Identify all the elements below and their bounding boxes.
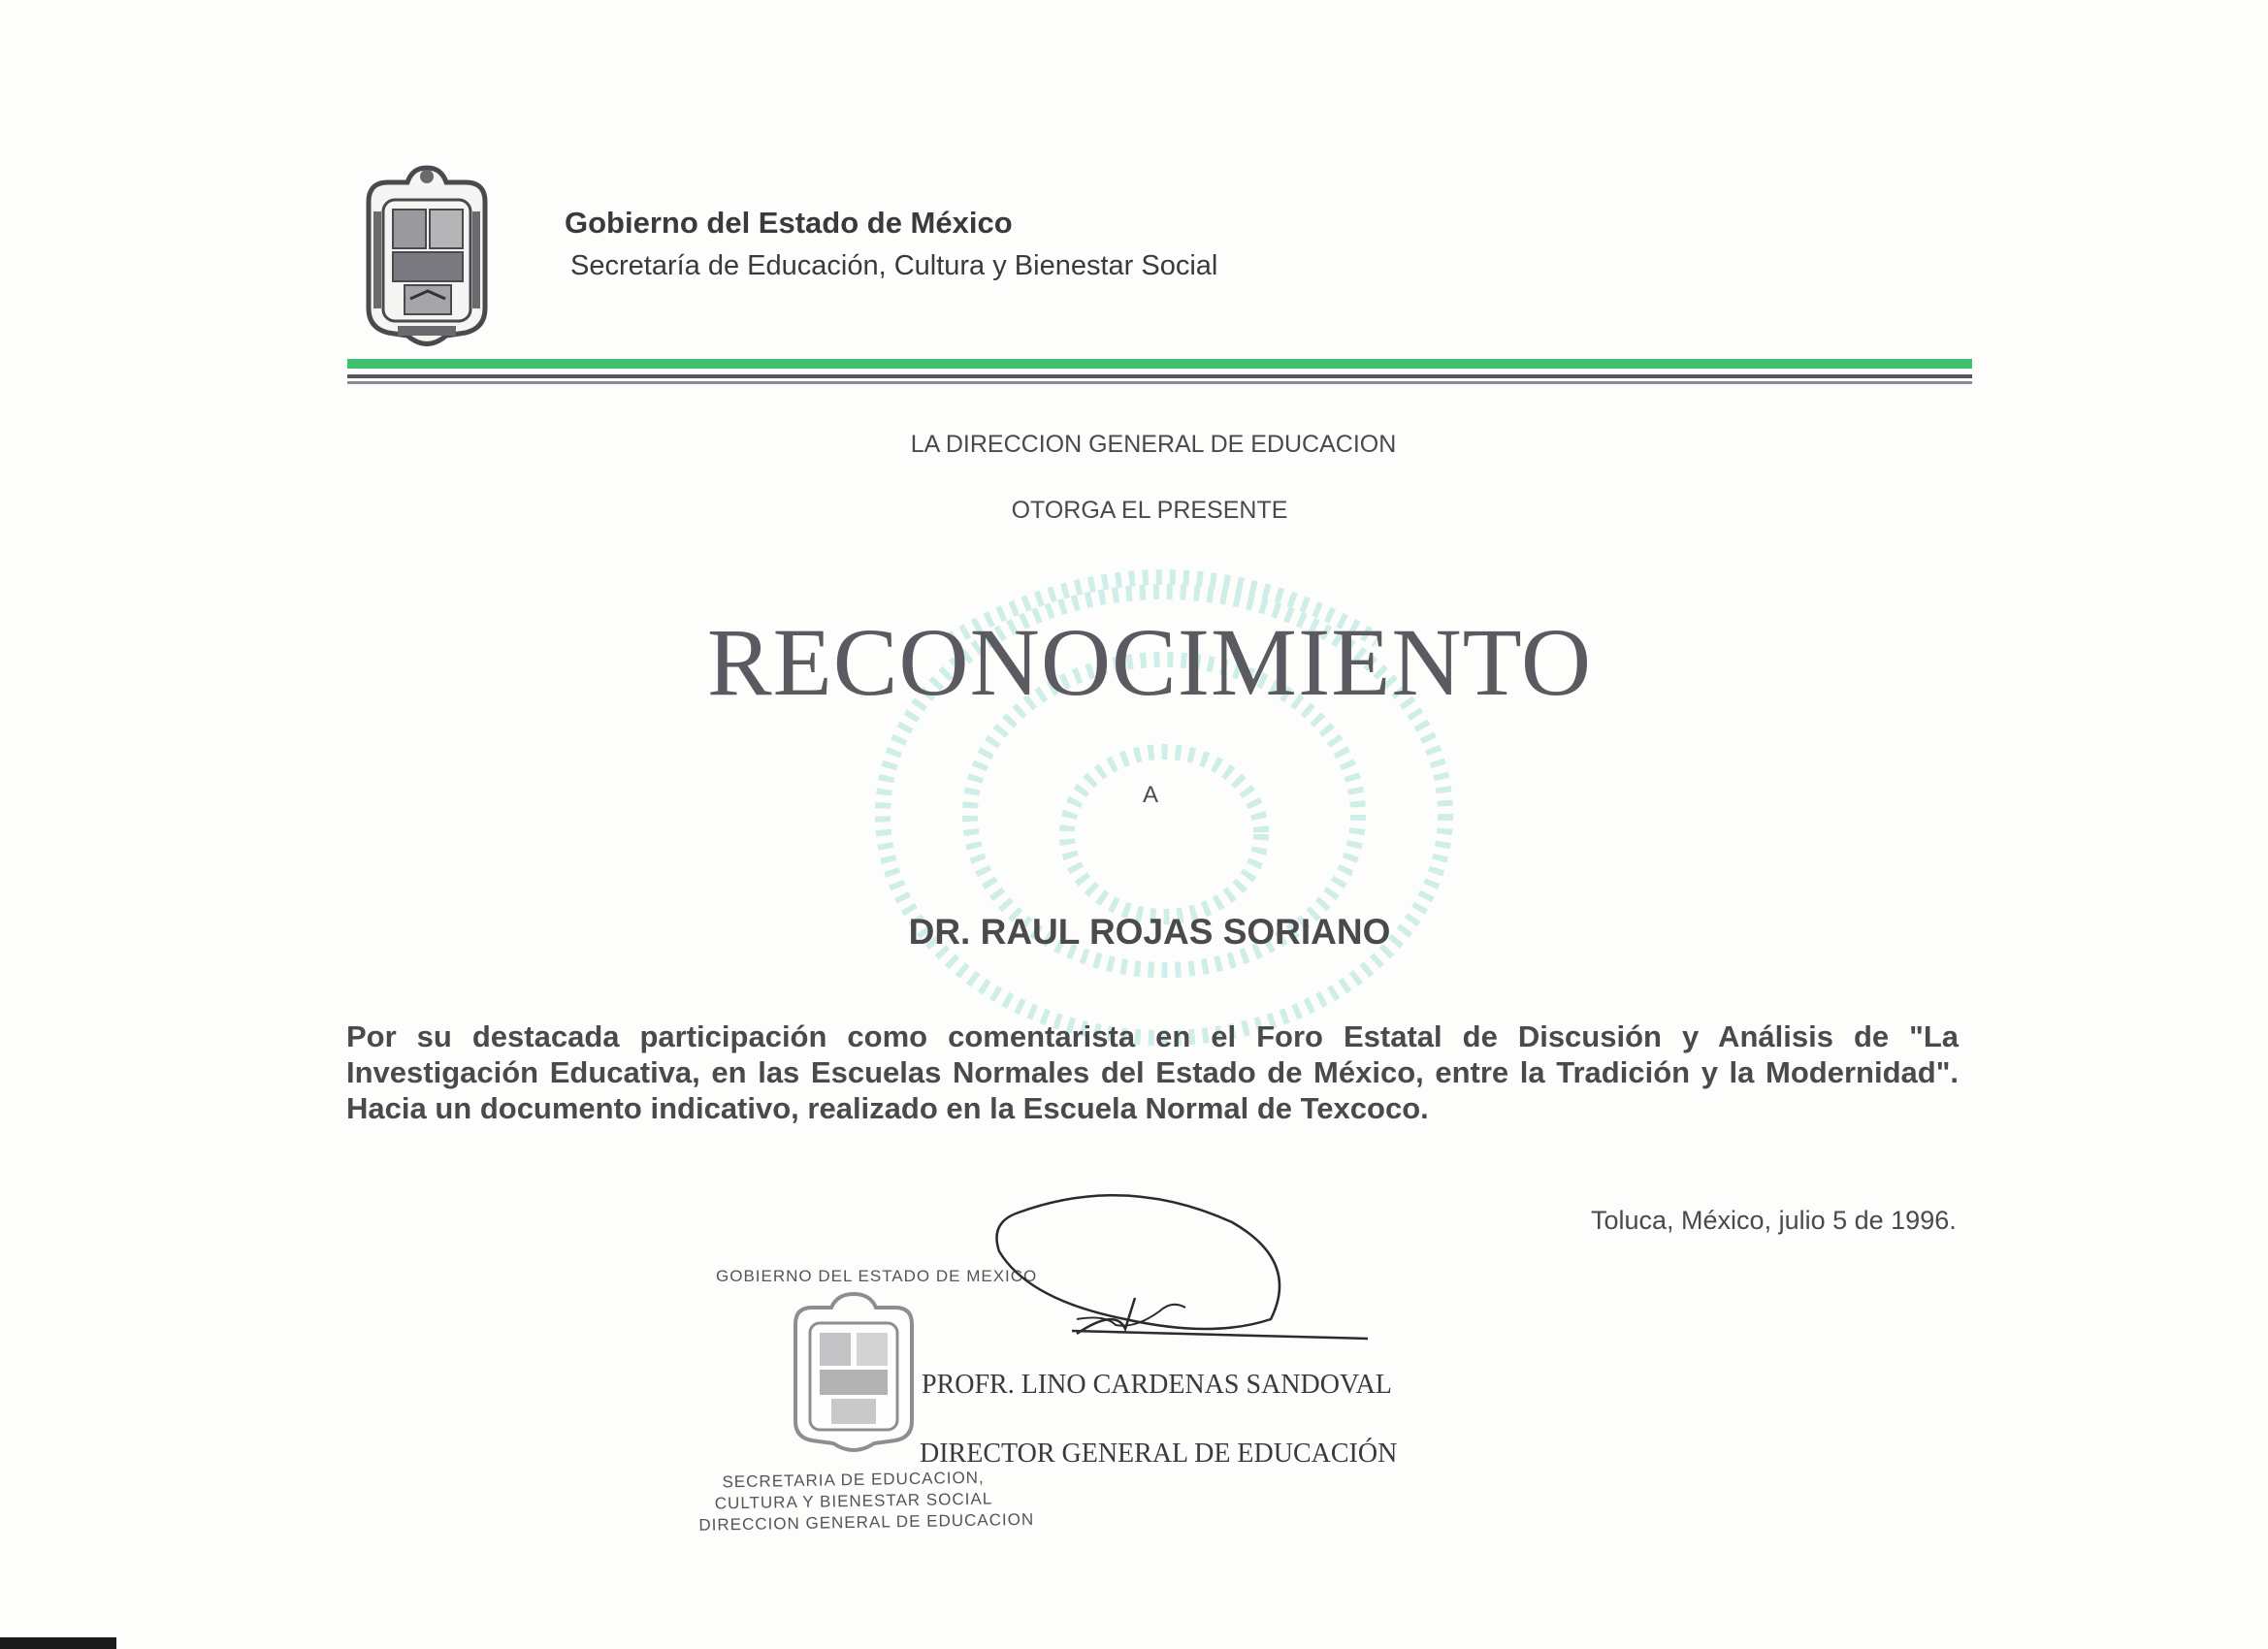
header-subtitle: Secretaría de Educación, Cultura y Bienestar Social — [570, 250, 1218, 281]
header-green-rule — [347, 359, 1972, 369]
signer-name: PROFR. LINO CARDENAS SANDOVAL — [922, 1370, 1392, 1400]
stamp-seal-icon — [781, 1290, 926, 1460]
stamp-line: DIRECCION GENERAL DE EDUCACION — [698, 1509, 1035, 1535]
recipient-prefix: A — [1142, 782, 1158, 808]
issuer-line: LA DIRECCION GENERAL DE EDUCACION — [910, 431, 1397, 458]
stamp-top-text: GOBIERNO DEL ESTADO DE MEXICO — [716, 1267, 1038, 1285]
grant-line: OTORGA EL PRESENTE — [1011, 497, 1288, 524]
header-gray-rule — [347, 374, 1972, 378]
recipient-name: DR. RAUL ROJAS SORIANO — [908, 912, 1391, 952]
header-title: Gobierno del Estado de México — [565, 206, 1013, 240]
document-title: RECONOCIMIENTO — [706, 608, 1593, 716]
handwritten-signature-icon — [980, 1183, 1368, 1348]
stamp-line: SECRETARIA DE EDUCACION, — [722, 1468, 985, 1492]
scan-edge — [0, 1637, 116, 1649]
stamp-bottom-text — [697, 1467, 1035, 1536]
place-date: Toluca, México, julio 5 de 1996. — [1591, 1206, 1957, 1235]
state-coat-of-arms-icon — [354, 163, 500, 357]
stamp-line: CULTURA Y BIENESTAR SOCIAL — [714, 1489, 993, 1513]
signer-title: DIRECTOR GENERAL DE EDUCACIÓN — [920, 1439, 1398, 1469]
recognition-description: Por su destacada participación como comentarista en el Foro Estatal de Discusión y Análisis de "La Investigación Educativa, en las Escuelas Normales del Estado de México, entre la Tradición y la Modernidad". Hacia un documento indicativo, realizado en la Escuela Normal de Texcoco. — [346, 1019, 1959, 1125]
header-gray-rule-thin — [347, 381, 1972, 384]
